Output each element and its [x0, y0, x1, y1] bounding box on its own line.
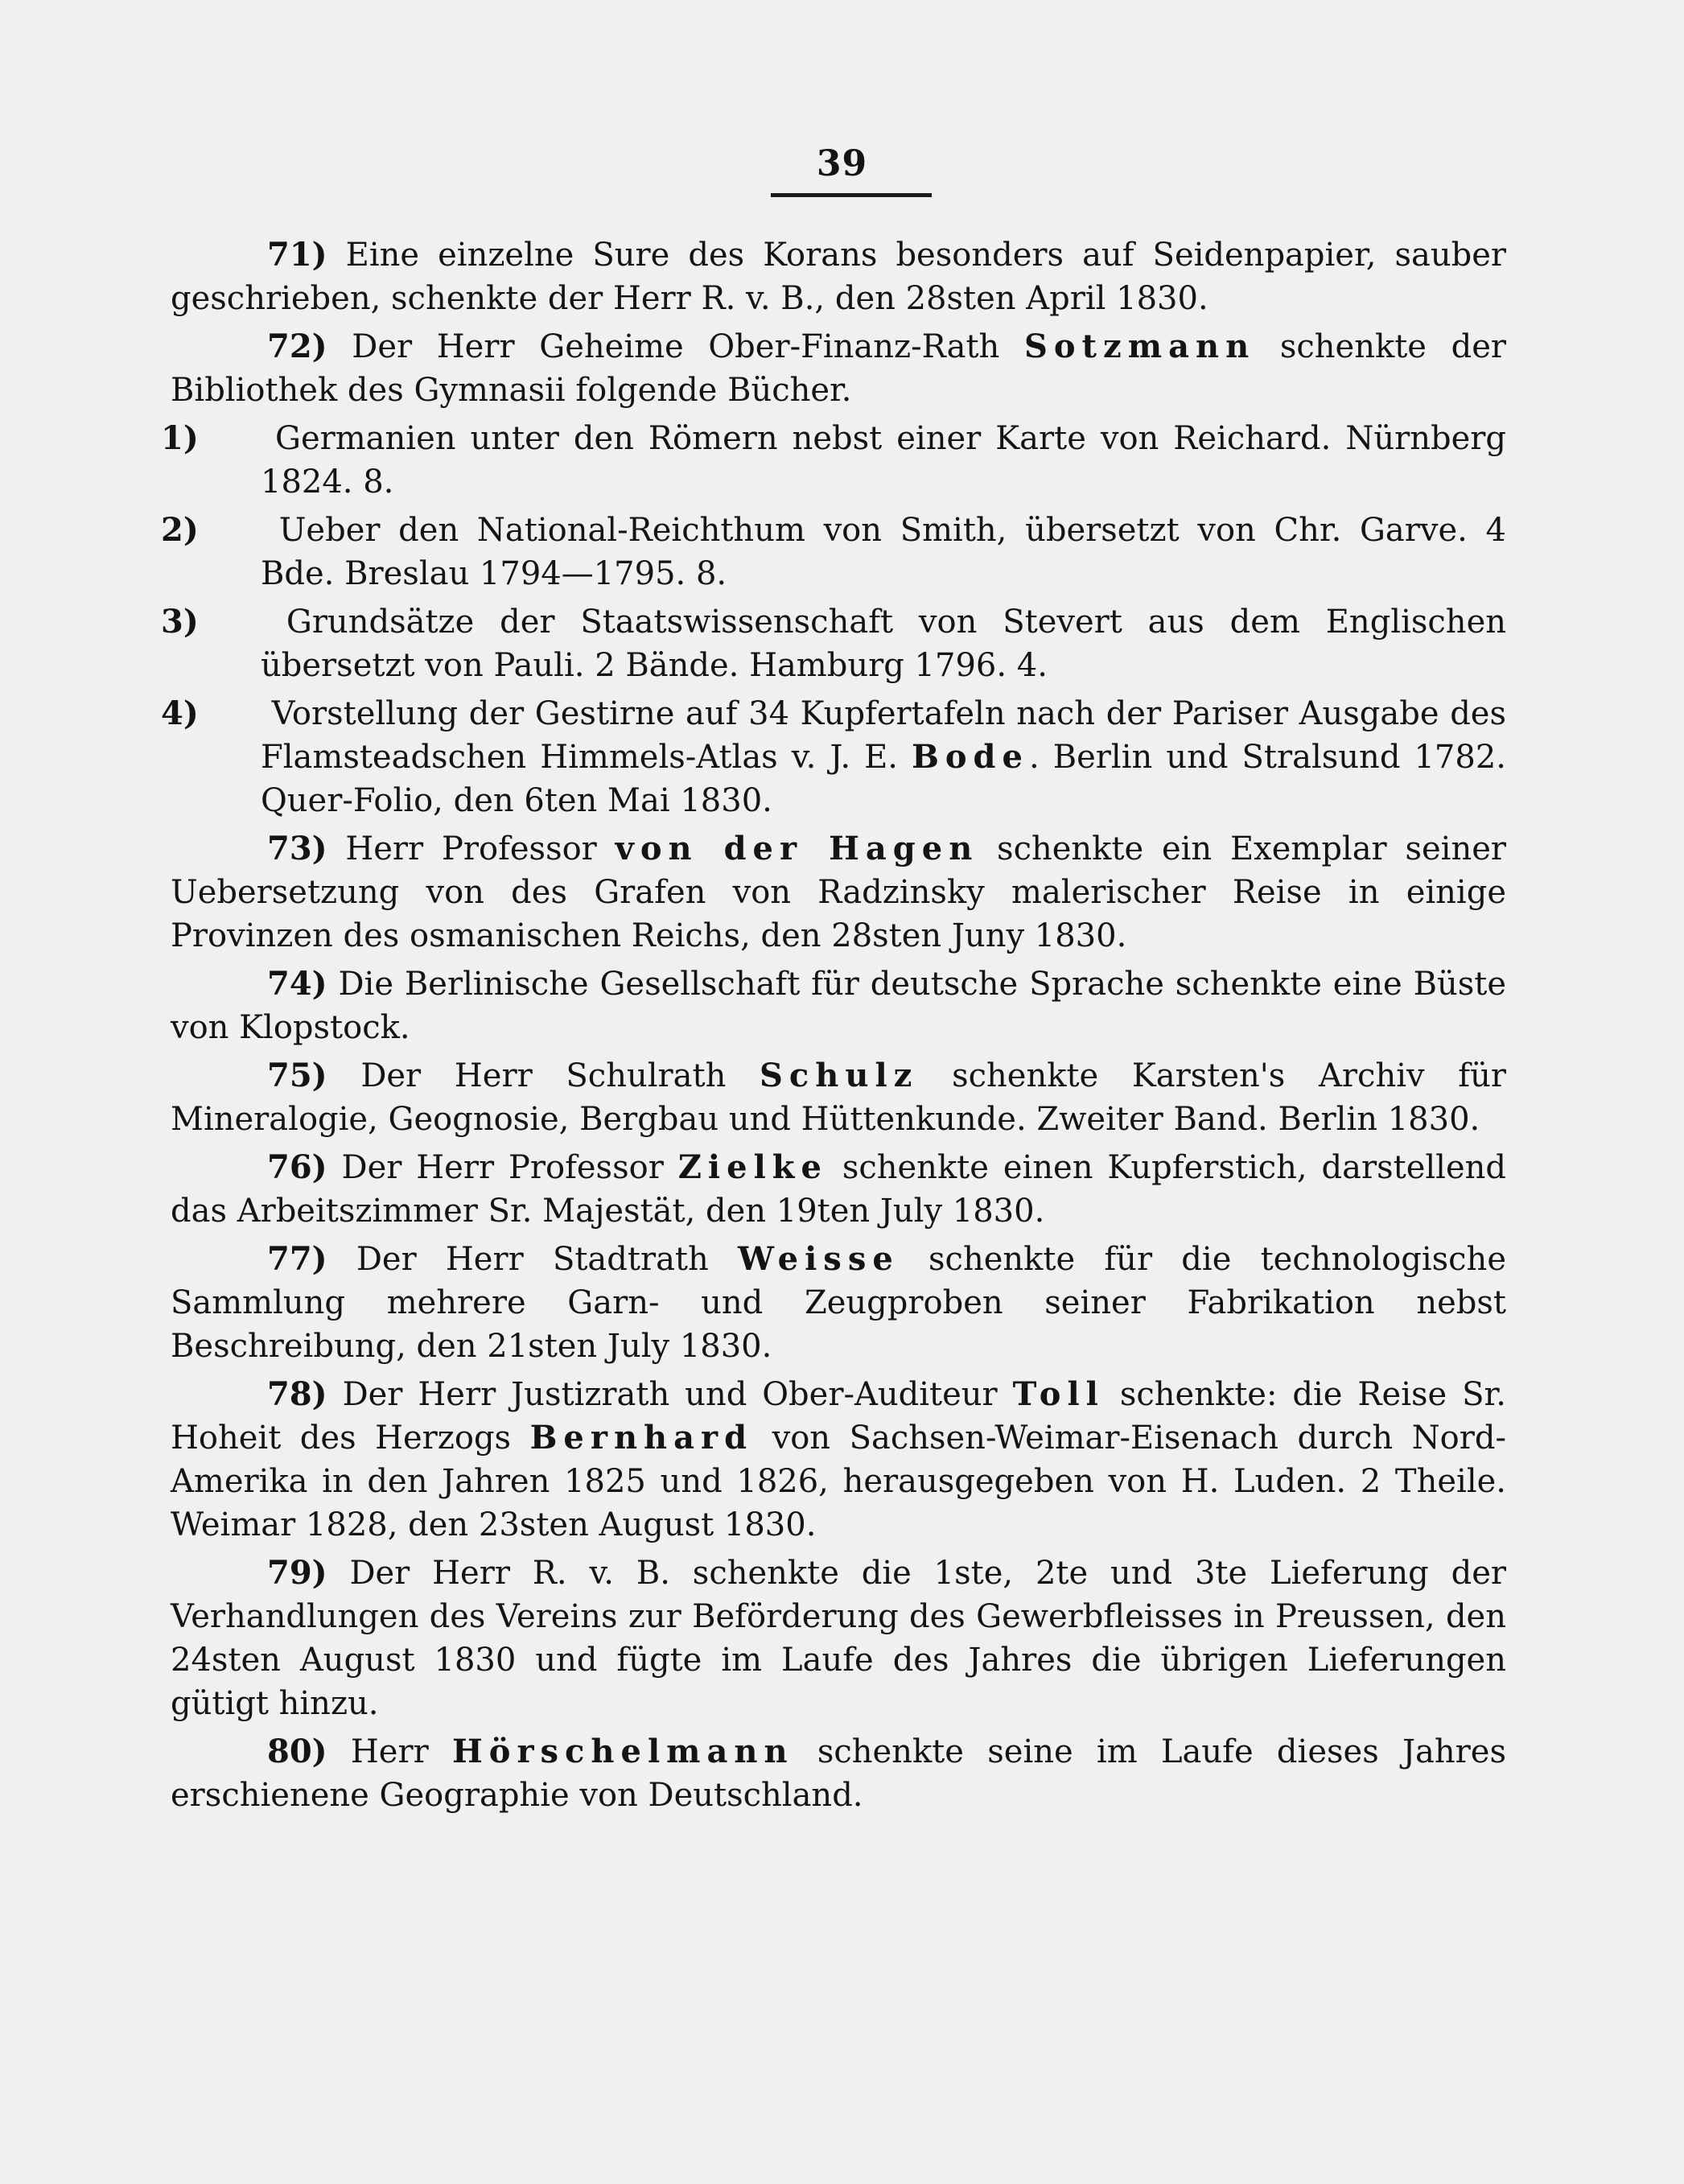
entry-text: schenkte für die technologische Sammlung mehrere Garn- und Zeugproben seiner Fabrikation nebst Beschreibung, den 21sten July 1830. [171, 1241, 1506, 1365]
spaced-name: Bode [912, 738, 1029, 776]
entry-text: schenkte: die Reise Sr. Hoheit des Herzogs [171, 1376, 1507, 1457]
entry-number: 79) [267, 1554, 327, 1592]
entry-text: schenkte der Bibliothek des Gymnasii folgende Bücher. [171, 328, 1506, 409]
entry-number: 71) [267, 236, 327, 274]
entry-text: Die Berlinische Gesellschaft für deutsche Sprache schenkte eine Büste von Klopstock. [171, 966, 1507, 1046]
entry-number: 72) [267, 328, 327, 365]
subitem-text: Vorstellung der Gestirne auf 34 Kupfertafeln nach der Pariser Ausgabe des Flamsteadschen Himmels-Atlas v. J. E. [261, 695, 1507, 776]
entry-76 [171, 1146, 1506, 1233]
spaced-name: Toll [1012, 1375, 1105, 1413]
spaced-name: Hörschelmann [451, 1733, 794, 1770]
page-body [161, 233, 1507, 1822]
entry-text: schenkte Karsten's Archiv für Mineralogie, Geognosie, Bergbau und Hüttenkunde. Zweiter Band. Berlin 1830. [171, 1057, 1506, 1138]
subitem-text: . Berlin und Stralsund 1782. Quer-Folio, den 6ten Mai 1830. [261, 739, 1506, 819]
entry-number: 78) [267, 1375, 327, 1413]
subitem-3 [161, 600, 1507, 687]
entry-text: schenkte seine im Laufe dieses Jahres erschienene Geographie von Deutschland. [171, 1733, 1506, 1814]
entry-text: Eine einzelne Sure des Korans besonders auf Seidenpapier, sauber geschrieben, schenkte der Herr R. v. B., den 28sten April 1830. [171, 237, 1506, 317]
subitem-4 [161, 692, 1507, 822]
entry-text: Der Herr Justizrath und Ober-Auditeur [342, 1376, 1013, 1413]
entry-73 [171, 827, 1506, 958]
spaced-name: Weisse [738, 1240, 900, 1278]
entry-74 [171, 962, 1506, 1049]
entry-71 [171, 233, 1506, 320]
spaced-name: von der Hagen [615, 830, 979, 867]
subitem-number: 4) [161, 694, 199, 732]
entry-text: Der Herr Schulrath [360, 1057, 760, 1094]
subitem-text: Germanien unter den Römern nebst einer Karte von Reichard. Nürnberg 1824. 8. [261, 420, 1506, 501]
entry-77 [171, 1238, 1506, 1368]
entry-text: Der Herr R. v. B. schenkte die 1ste, 2te und 3te Lieferung der Verhandlungen des Vereins zur Beförderung des Gewerbfleisses in Preussen, den 24sten August 1830 und fügte im Laufe des Jahres die übrigen Lieferungen gütigt hinzu. [171, 1555, 1506, 1722]
spaced-name: Schulz [760, 1057, 919, 1094]
entry-number: 80) [267, 1733, 327, 1770]
spaced-name: Sotzmann [1023, 328, 1256, 365]
header-rule [771, 193, 932, 197]
subitem-text: Grundsätze der Staatswissenschaft von Stevert aus dem Englischen übersetzt von Pauli. 2 Bände. Hamburg 1796. 4. [261, 604, 1507, 684]
subitem-1 [161, 417, 1506, 504]
subitem-number: 2) [161, 511, 199, 549]
entry-number: 77) [267, 1240, 327, 1278]
entry-text: schenkte einen Kupferstich, darstellend das Arbeitszimmer Sr. Majestät, den 19ten July 1830. [171, 1149, 1507, 1230]
entry-72 [171, 325, 1506, 412]
entry-text: Der Herr Professor [341, 1149, 678, 1186]
entry-text: Der Herr Stadtrath [356, 1241, 738, 1278]
subitem-2 [161, 509, 1507, 595]
subitem-text: Ueber den National-Reichthum von Smith, übersetzt von Chr. Garve. 4 Bde. Breslau 1794—1795. 8. [261, 512, 1507, 592]
entry-75 [171, 1054, 1506, 1141]
entry-78 [171, 1373, 1506, 1547]
entry-text: Herr [350, 1733, 452, 1770]
entry-number: 75) [267, 1057, 327, 1094]
entry-79 [171, 1551, 1506, 1725]
spaced-name: Zielke [677, 1148, 828, 1186]
spaced-name: Bernhard [529, 1419, 754, 1457]
entry-80 [171, 1730, 1506, 1817]
subitem-number: 3) [161, 603, 199, 641]
entry-text: schenkte ein Exemplar seiner Uebersetzung von des Grafen von Radzinsky malerischer Reise in einige Provinzen des osmanischen Reichs, den 28sten Juny 1830. [171, 830, 1507, 954]
subitem-number: 1) [161, 419, 199, 457]
entry-number: 76) [267, 1148, 327, 1186]
entry-number: 73) [267, 830, 327, 867]
entry-text: von Sachsen-Weimar-Eisenach durch Nord-Amerika in den Jahren 1825 und 1826, herausgegeben von H. Luden. 2 Theile. Weimar 1828, den 23sten August 1830. [171, 1420, 1506, 1543]
page-number: 39 [816, 143, 868, 184]
entry-text: Herr Professor [345, 830, 616, 867]
entry-number: 74) [267, 965, 327, 1003]
entry-text: Der Herr Geheime Ober-Finanz-Rath [352, 328, 1024, 365]
